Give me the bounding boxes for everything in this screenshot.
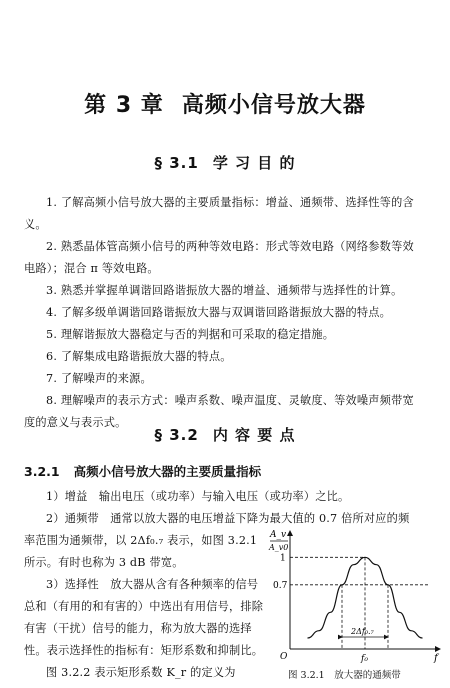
- section-number: § 3.2: [154, 426, 199, 444]
- objective-item-4: 4. 了解多级单调谐回路谐振放大器与双调谐回路谐振放大器的特点。: [46, 306, 392, 319]
- section-number: § 3.1: [154, 154, 199, 172]
- objective-item-2: 2. 熟悉晶体管高频小信号的两种等效电路：形式等效电路（网络参数等效电路）；混合 π 等效电路。: [24, 240, 414, 275]
- objective-item-6: 6. 了解集成电路谐振放大器的特点。: [46, 350, 232, 363]
- paragraph-rectangle-coefficient: 图 3.2.2 表示矩形系数 K_r 的定义为: [46, 666, 236, 679]
- chapter-name: 高频小信号放大器: [181, 93, 366, 118]
- subsection-heading: [24, 462, 261, 480]
- section-name: 内 容 要 点: [212, 426, 296, 444]
- objective-item-5: 5. 理解谐振放大器稳定与否的判据和可采取的稳定措施。: [46, 328, 335, 341]
- y-axis-label-denominator: A_v0: [269, 543, 289, 552]
- bandwidth-chart: [268, 527, 446, 667]
- paragraph-selectivity: 3）选择性 放大器从含有各种频率的信号总和（有用的和有害的）中选出有用信号，排除有害（干扰）信号的能力，称为放大器的选择性。表示选择性的指标有：矩形系数和抑制比。: [24, 578, 264, 657]
- objective-item-8: 8. 理解噪声的表示方式：噪声系数、噪声温度、灵敏度、等效噪声频带宽度的意义与表示式。: [24, 394, 414, 429]
- y-axis-label-numerator: A_v: [270, 530, 287, 540]
- objective-item-3: 3. 熟悉并掌握单调谐回路谐振放大器的增益、通频带与选择性的计算。: [46, 284, 403, 297]
- paragraph-bandwidth-line2: 率范围为通频带，以 2Δf₀.₇ 表示，如图 3.2.1 所示。有时也称为 3 dB 带宽。: [24, 534, 258, 569]
- x-tick-f0: f₀: [361, 654, 368, 664]
- origin-label: O: [280, 652, 288, 662]
- chapter-number: 第 3 章: [84, 93, 164, 118]
- paragraph-bandwidth-line1: 2）通频带 通常以放大器的电压增益下降为最大值的 0.7 倍所对应的频: [46, 512, 410, 525]
- band-label: 2Δf₀.₇: [351, 627, 374, 636]
- objective-item-1: 1. 了解高频小信号放大器的主要质量指标：增益、通频带、选择性等的含义。: [24, 196, 414, 231]
- chapter-title: [0, 88, 450, 119]
- objective-item-7: 7. 了解噪声的来源。: [46, 372, 152, 385]
- section-name: 学 习 目 的: [212, 154, 296, 172]
- paragraph-gain: 1）增益 输出电压（或功率）与输入电压（或功率）之比。: [46, 490, 350, 503]
- figure-caption: 图 3.2.1 放大器的通频带: [288, 670, 401, 681]
- subsection-number: 3.2.1: [24, 464, 60, 479]
- y-tick-1: 1: [280, 553, 286, 564]
- subsection-title: 高频小信号放大器的主要质量指标: [73, 464, 262, 479]
- x-axis-label: f: [434, 653, 438, 664]
- section-3-2-heading: [0, 424, 450, 445]
- y-tick-0-7: 0.7: [273, 580, 288, 591]
- bandwidth-figure: [268, 527, 446, 682]
- section-3-1-heading: [0, 152, 450, 173]
